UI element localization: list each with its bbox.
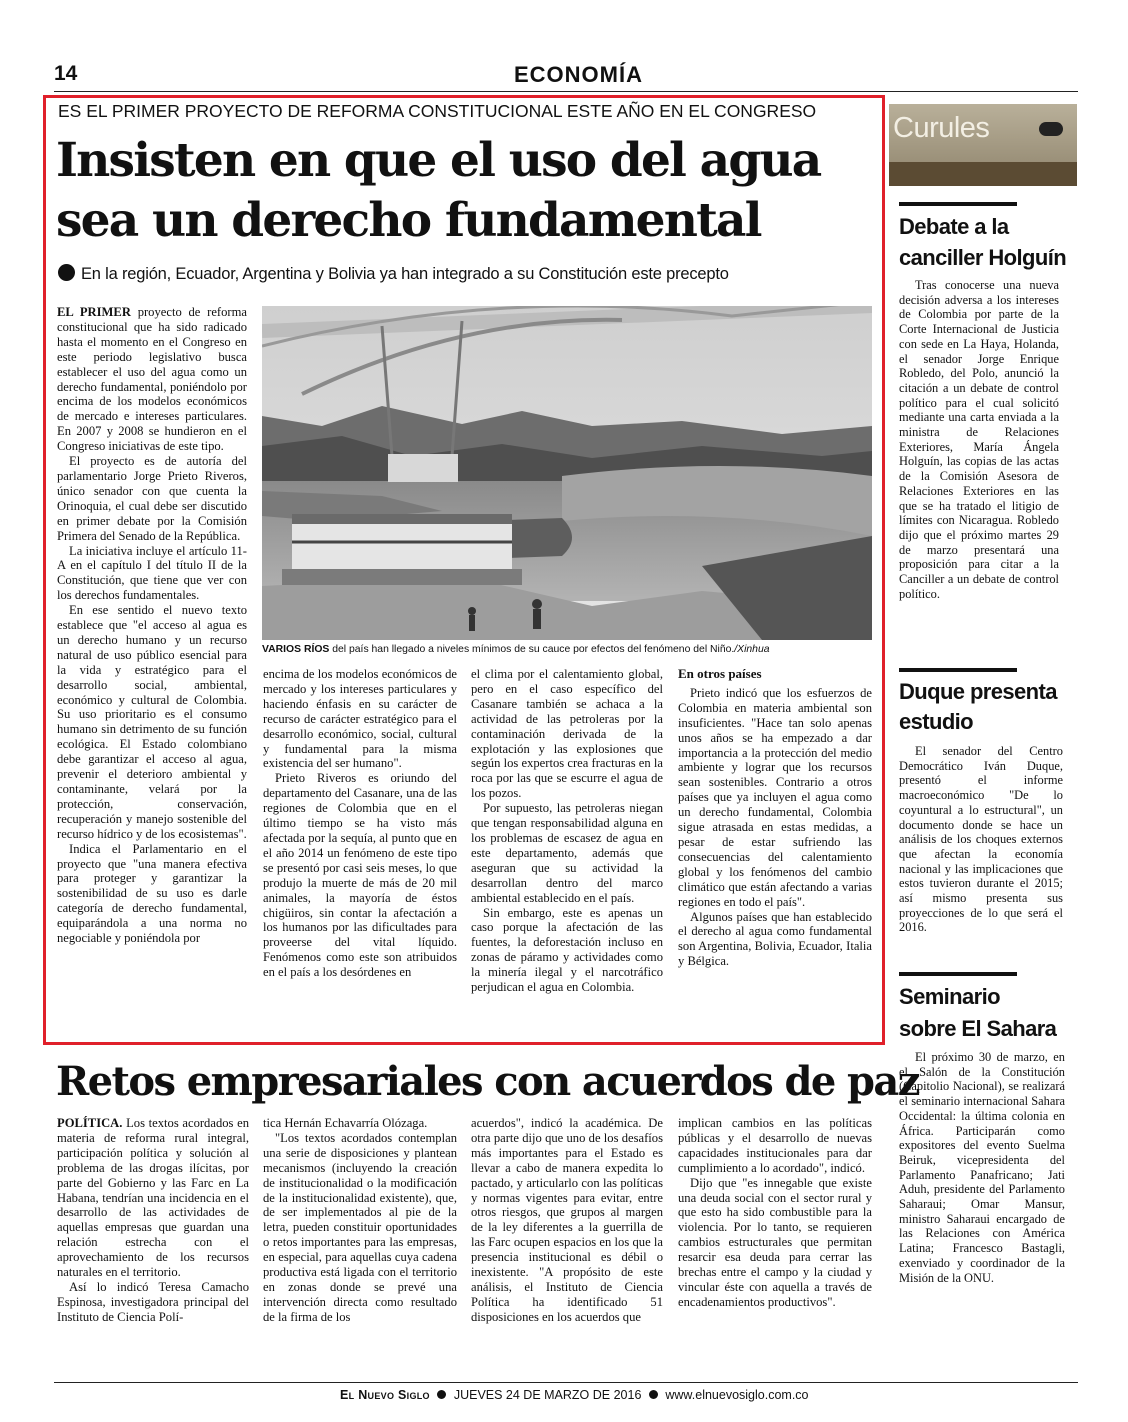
sidebar-text-3 (899, 1050, 1065, 1370)
website-url: www.elnuevosiglo.com.co (665, 1388, 809, 1402)
paragraph: Así lo indicó Teresa Camacho Espinosa, investigadora principal del Instituto de Ciencia Polí- (57, 1279, 249, 1324)
second-column-2 (263, 1116, 457, 1374)
article-kicker: ES EL PRIMER PROYECTO DE REFORMA CONSTITUCIONAL ESTE AÑO EN EL CONGRESO (58, 101, 817, 121)
page-number: 14 (54, 62, 78, 85)
deck-text: En la región, Ecuador, Argentina y Bolivia ya han integrado a su Constitución este precepto (81, 265, 729, 283)
photo-caption (262, 643, 874, 656)
section-label: ECONOMÍA (514, 62, 643, 87)
page-footer (340, 1388, 809, 1402)
caption-lead: VARIOS RÍOS (262, 644, 330, 655)
bullet-icon (437, 1390, 446, 1399)
main-column-3 (471, 667, 663, 1035)
microphone-icon (1039, 122, 1063, 136)
paragraph: Prieto Riveros es oriundo del departamento del Casanare, una de las regiones de Colombia que en el último tiempo se ha visto más afectada por la sequía, al punto que en el año 2014 un fenómeno de este tipo se presentó por casi seis meses, lo que produjo la muerte de más de 20 mil animales, la mayoría de éstos chigüiros, sin contar la afectación a los humanos por las dificultades para proveerse del vital líquido. Fenómenos como este son atribuidos en el país a los desórdenes en (263, 771, 457, 980)
second-column-4 (678, 1116, 872, 1374)
paragraph: Dijo que "es innegable que existe una deuda social con el sector rural y que esto ha sido combustible para la violencia. Por lo tanto, se requieren cambios estructurales que permitan resarcir esa deuda para cerrar las brechas entre el campo y la ciudad y vincular éste con aquella a través de encadenamientos productivos". (678, 1175, 872, 1309)
article-headline-line-1: Insisten en que el uso del agua (56, 133, 821, 188)
newspaper-name: El Nuevo Siglo (340, 1388, 430, 1402)
main-column-4 (678, 667, 872, 1035)
paragraph: El proyecto es de autoría del parlamentario Jorge Prieto Riveros, único senador con que cuenta la Orinoquia, el cual debe ser discutido en primer debate por la Comisión Primera del Senado de la República. (57, 454, 247, 543)
curules-logo-text: Curules (893, 112, 990, 144)
paragraph: Algunos países que han establecido el derecho al agua como fundamental son Argentina, Bolivia, Ecuador, Italia y Bélgica. (678, 909, 872, 969)
sidebar-title-3-line-1: Seminario (899, 984, 1000, 1009)
sidebar-title-2-line-1: Duque presenta (899, 679, 1057, 704)
paragraph: implican cambios en las políticas públicas y el desarrollo de nuevas capacidades institucionales para dar cumplimiento a lo acordado", indicó. (678, 1116, 872, 1175)
photo-credit: /Xinhua (734, 644, 770, 655)
issue-date: JUEVES 24 DE MARZO DE 2016 (453, 1388, 642, 1402)
sidebar-title-3-line-2: sobre El Sahara (899, 1016, 1057, 1041)
paragraph: En ese sentido el nuevo texto establece que "el acceso al agua es un derecho humano y un recurso natural de uso público esencial para la vida y estratégico para el desarrollo social, ambiental, económico y cultural de Colombia. Su uso prioritario es el consumo humano sin detrimento de su función ecológica. El Estado colombiano debe garantizar el acceso al agua, prevenir el deterioro ambiental y contaminante, velará por la protección, conservación, recuperación y manejo sostenible del recurso hídrico y de los ecosistemas". (57, 603, 247, 841)
paragraph: El próximo 30 de marzo, en el Salón de la Constitución (Capitolio Nacional), se realizará el seminario internacional Sahara Occidental: la última colonia en África. Participarán como expositores del evento Suelma Beiruk, vicepresidenta del Parlamento Panafricano; Jati Aduh, presidente del Parlamento Saharaui; Omar Mansur, ministro Saharaui encargado de las Relaciones con América Latina; Francesco Bastagli, exenviado y coordinador de la Misión de la ONU. (899, 1050, 1065, 1285)
sidebar-title-1-line-1: Debate a la (899, 214, 1009, 239)
paragraph: La iniciativa incluye el artículo 11-A en el capítulo I del título II de la Constitución, que tiene que ver con los derechos fundamentales. (57, 543, 247, 603)
footer-rule (54, 1382, 1078, 1383)
podium-icon (889, 162, 1077, 186)
paragraph: acuerdos", indicó la académica. De otra parte dijo que uno de los desafíos más importantes para el Estado es llevar a cabo de manera expedita lo pactado, y articularlo con las políticas y normas vigentes para evitar, entre otros riesgos, que grupos al margen de la ley diferentes a la guerrilla de las Farc ocupen espacios en los que la presencia institucional es débil o inexistente. "A propósito de este análisis, el Instituto de Ciencia Política ha identificado 51 disposiciones en los acuerdos que (471, 1116, 663, 1324)
header-rule (54, 91, 1078, 92)
second-headline: Retos empresariales con acuerdos de paz (56, 1058, 919, 1105)
paragraph: el clima por el calentamiento global, pero en el caso específico del Casanare también se achaca a la actividad de las petroleras por la contaminación derivada de la explotación y las explosiones que según los expertos crea fracturas en la roca por las que se escurre el agua de los pozos. (471, 667, 663, 801)
sidebar-text-1 (899, 278, 1059, 663)
paragraph: "Los textos acordados contemplan una serie de disposiciones y plantean mecanismos (incluyendo la creación de institucionalidad o la modificación de la institucionalidad existente), que, de ser implementados al pie de la letra, pueden constituir oportunidades o retos importantes para las empresas, en especial, para aquellas cuya cadena productiva está ligada con el territorio en zonas donde se prevé una intervención directa como resultado de la firma de los (263, 1130, 457, 1324)
sidebar-rule (899, 972, 1017, 976)
sidebar-title-2-line-2: estudio (899, 709, 974, 734)
sidebar-rule (899, 202, 1017, 206)
article-deck (58, 264, 729, 284)
paragraph: Prieto indicó que los esfuerzos de Colombia en materia ambiental son insuficientes. "Hace tan solo apenas unos años se ha empezado a dar importancia a la protección del medio ambiente y lograr que los recursos sean sostenibles. Contrario a otros países que ya incluyen el agua como un derecho fundamental, Colombia sigue atrasada en estas medidas, a pesar de estar sufriendo las consecuencias del calentamiento global y los fenómenos del cambio climático que están afectando a varias regiones en todo el país". (678, 685, 872, 909)
article-headline-line-2: sea un derecho fundamental (56, 193, 761, 248)
sidebar-text-2 (899, 744, 1063, 964)
sidebar-title-1-line-2: canciller Holguín (899, 245, 1067, 270)
paragraph: El senador del Centro Democrático Iván Duque, presentó el informe macroeconómico "De lo coyuntural a lo estructural", un documento donde se hace un análisis de los choques externos que afectan la economía nacional y las implicaciones que estos tuvieron durante el 2015; así mismo presenta sus proyecciones de lo que será el 2016. (899, 744, 1063, 935)
river-bridge-photo (262, 306, 872, 640)
page-header (54, 62, 1078, 92)
bullet-icon (649, 1390, 658, 1399)
main-column-1 (57, 305, 247, 1035)
second-column-3 (471, 1116, 663, 1374)
subhead-otros-paises: En otros países (678, 667, 762, 681)
bullet-icon (58, 264, 75, 281)
paragraph: Los textos acordados en materia de reforma rural integral, participación política y solución al problema de las drogas ilícitas, por parte del Gobierno y las Farc en La Habana, tendrían una incidencia en el desarrollo de las actividades de aquellas empresas que guardan una relación estrecha con el aprovechamiento de los recursos naturales en el territorio. (57, 1116, 249, 1280)
caption-text: del país han llegado a niveles mínimos de su cauce por efectos del fenómeno del Niño. (329, 644, 735, 655)
paragraph: tica Hernán Echavarría Olózaga. (263, 1116, 428, 1130)
paragraph: Tras conocerse una nueva decisión adversa a los intereses de Colombia por parte de la Corte Internacional de Justicia con sede en La Haya, Holanda, el senador Jorge Enrique Robledo, del Polo, anunció la citación a un debate de control político para el cual solicitó mediante una carta enviada a la ministra de Relaciones Exteriores, María Ángela Holguín, las copias de las actas de la Comisión Asesora de Relaciones Exteriores en las que se ha tratado el litigio de límites con Nicaragua. Robledo dijo que el próximo martes 29 de marzo presentará una proposición para citar a la Canciller a un debate de control político. (899, 278, 1059, 601)
paragraph: encima de los modelos económicos de mercado y los intereses particulares y haciendo énfasis en su carácter de recurso de carácter estratégico para el desarrollo económico, social, cultural y fundamental para la misma existencia del ser humano". (263, 667, 457, 771)
paragraph: Por supuesto, las petroleras niegan que tengan responsabilidad alguna en los problemas de escasez de agua en este departamento, además que aseguran que su actividad la desarrollan dentro del marco ambiental establecido en el país. (471, 801, 663, 905)
paragraph: proyecto de reforma constitucional que ha sido radicado hasta el momento en el Congreso en este periodo legislativo busca establecer el uso del agua como un derecho fundamental, poniéndolo por encima de los modelos económicos de mercado e intereses particulares. En 2007 y 2008 se hundieron en el Congreso iniciativas de este tipo. (57, 305, 247, 454)
lead-in: POLÍTICA. (57, 1116, 123, 1130)
lead-in: EL PRIMER (57, 305, 131, 319)
paragraph: Sin embargo, este es apenas un caso porque la afectación de las fuentes, la deforestación incluso en zonas de páramo y actividades como la minería ilegal y el narcotráfico perjudican el agua en Colombia. (471, 905, 663, 995)
paragraph: Indica el Parlamentario en el proyecto que "una manera efectiva para proteger y garantizar la sostenibilidad de su uso es darle categoría de derecho fundamental, equiparándola a una norma no negociable y poniéndola por (57, 841, 247, 946)
curules-logo (889, 104, 1077, 186)
main-column-2 (263, 667, 457, 1035)
sidebar-rule (899, 668, 1017, 672)
second-column-1 (57, 1116, 249, 1374)
